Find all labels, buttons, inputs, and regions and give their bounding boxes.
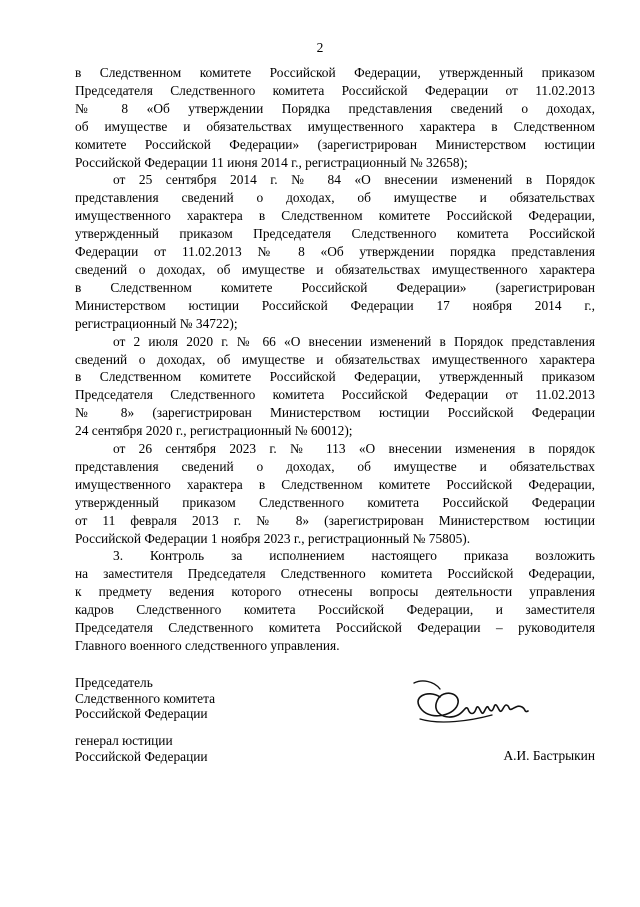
text-line: представления сведений о доходах, об имуществе и обязательствах (75, 190, 595, 206)
text-line: Федерации от 11.02.2013 № 8 «Об утверждении порядка представления (75, 244, 595, 260)
signatory-rank-line: Российской Федерации (75, 748, 208, 764)
text-line: 24 сентября 2020 г., регистрационный № 60012); (75, 423, 353, 439)
text-line: Председателя Следственного комитета Российской Федерации – руководителя (75, 620, 595, 636)
signatory-rank-line: генерал юстиции (75, 733, 173, 748)
text-line: об имуществе и обязательствах имущественного характера в Следственном (75, 118, 595, 134)
text-line: утвержденный приказом Следственного комитета Российской Федерации (75, 494, 595, 510)
signatory-name: А.И. Бастрыкин (503, 748, 595, 763)
text-line: сведений о доходах, об имуществе и обязательствах имущественного характера (75, 261, 595, 277)
text-line: в Следственном комитете Российской Федерации, утвержденный приказом (75, 369, 595, 385)
text-line: Министерством юстиции Российской Федерации 17 ноября 2014 г., (75, 297, 595, 313)
text-line: Председателя Следственного комитета Российской Федерации от 11.02.2013 (75, 387, 595, 403)
text-line: Председателя Следственного комитета Российской Федерации от 11.02.2013 (75, 82, 595, 98)
text-line: на заместителя Председателя Следственного комитета Российской Федерации, (75, 566, 595, 582)
text-line: Главного военного следственного управления. (75, 638, 340, 653)
text-line: № 8» (зарегистрирован Министерством юстиции Российской Федерации (75, 405, 595, 421)
signatory-title-line: Председатель (75, 675, 153, 690)
text-line: Российской Федерации 11 июня 2014 г., регистрационный № 32658); (75, 154, 468, 170)
text-line: представления сведений о доходах, об имуществе и обязательствах (75, 458, 595, 474)
text-line: имущественного характера в Следственном комитете Российской Федерации, (75, 208, 595, 224)
text-line: от 25 сентября 2014 г. № 84 «О внесении изменений в Порядок (113, 172, 595, 188)
signatory-rank (75, 733, 208, 764)
text-line: от 11 февраля 2013 г. № 8» (зарегистрирован Министерством юстиции (75, 512, 595, 528)
text-line: в Следственном комитете Российской Федерации» (зарегистрирован (75, 279, 595, 295)
text-line: сведений о доходах, об имуществе и обязательствах имущественного характера (75, 351, 595, 367)
text-line: комитете Российской Федерации» (зарегистрирован Министерством юстиции (75, 136, 595, 152)
text-line: от 2 июля 2020 г. № 66 «О внесении изменений в Порядок представления (113, 333, 595, 349)
text-line: кадров Следственного комитета Российской Федерации, и заместителя (75, 602, 595, 618)
document-body (75, 64, 595, 655)
text-line: к предмету ведения которого отнесены вопросы деятельности управления (75, 584, 595, 600)
text-line: № 8 «Об утверждении Порядка представления сведений о доходах, (75, 100, 595, 116)
handwritten-signature (400, 675, 550, 737)
text-line: в Следственном комитете Российской Федерации, утвержденный приказом (75, 65, 595, 80)
text-line: 3. Контроль за исполнением настоящего приказа возложить (113, 548, 595, 564)
signatory-title-line: Следственного комитета (75, 690, 216, 706)
text-line: от 26 сентября 2023 г. № 113 «О внесении изменения в порядок (113, 441, 595, 457)
text-line: Российской Федерации 1 ноября 2023 г., регистрационный № 75805). (75, 530, 471, 546)
text-line: утвержденный приказом Председателя Следственного комитета Российской (75, 226, 595, 242)
text-line: регистрационный № 34722); (75, 315, 238, 331)
page-number: 2 (316, 40, 324, 55)
signatory-title (75, 675, 215, 722)
text-line: имущественного характера в Следственном комитете Российской Федерации, (75, 476, 595, 492)
signatory-title-line: Российской Федерации (75, 706, 208, 721)
